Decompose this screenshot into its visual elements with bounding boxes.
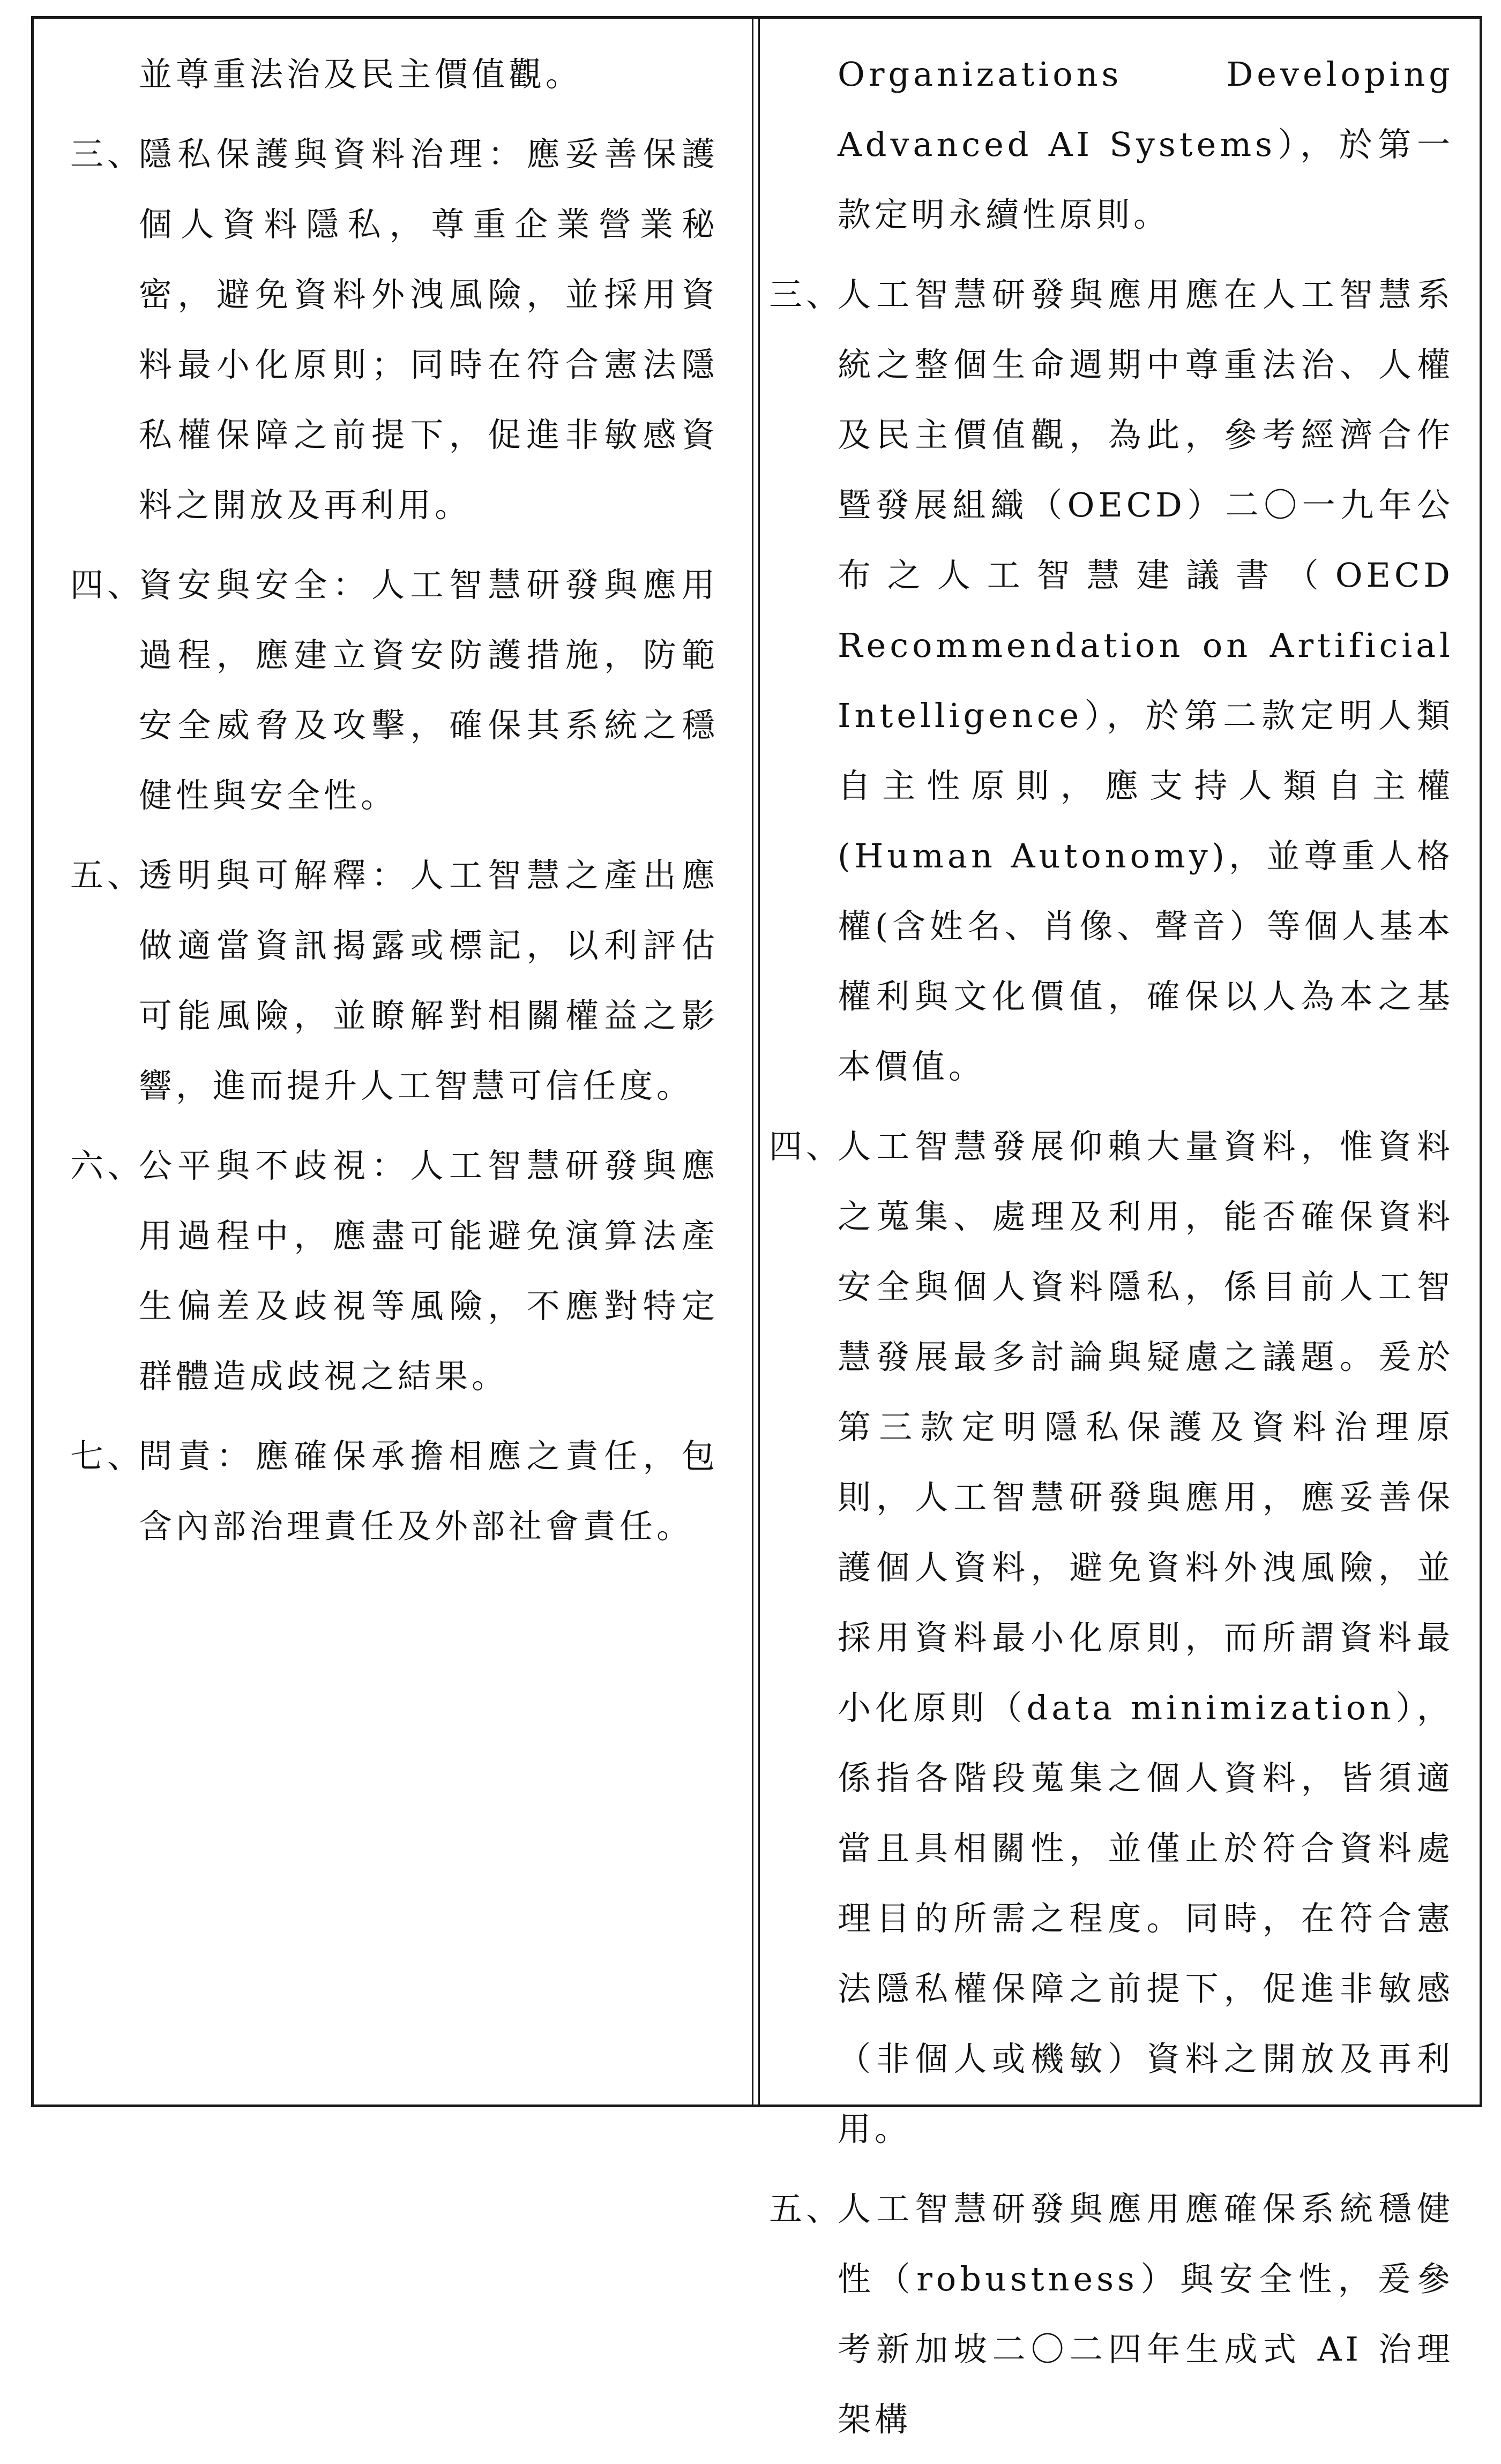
left-column [70, 39, 719, 1571]
left-item [70, 119, 719, 540]
item-number: 三、 [769, 275, 843, 314]
right-item [769, 39, 1454, 250]
left-item [70, 1421, 719, 1561]
item-text: 人工智慧發展仰賴大量資料，惟資料之蒐集、處理及利用，能否確保資料安全與個人資料隱私，係目前人工智慧發展最多討論與疑慮之議題。爰於第三款定明隱私保護及資料治理原則，人工智慧研發與應用，應妥善保護個人資料，避免資料外洩風險，並採用資料最小化原則，而所謂資料最小化原則（data minimization），係指各階段蒐集之個人資料，皆須適當且具相關性，並僅止於符合資料處理目的所需之程度。同時，在符合憲法隱私權保障之前提下，促進非敏感（非個人或機敏）資料之開放及再利用。 [838, 1127, 1454, 2148]
item-text: 透明與可解釋：人工智慧之產出應做適當資訊揭露或標記，以利評估可能風險，並瞭解對相關權益之影響，進而提升人工智慧可信任度。 [139, 856, 719, 1105]
right-item [769, 259, 1454, 1102]
document-page [31, 16, 1482, 2439]
left-item [70, 550, 719, 830]
left-item [70, 1130, 719, 1411]
column-divider-right [758, 19, 760, 2104]
item-text: 隱私保護與資料治理：應妥善保護個人資料隱私，尊重企業營業秘密，避免資料外洩風險，並採用資料最小化原則；同時在符合憲法隱私權保障之前提下，促進非敏感資料之開放及再利用。 [139, 134, 719, 525]
item-number: 六、 [70, 1146, 145, 1185]
right-item [769, 2174, 1454, 2454]
item-number: 四、 [70, 565, 145, 604]
item-number: 四、 [769, 1127, 843, 1166]
item-text: 並尊重法治及民主價值觀。 [139, 55, 583, 94]
item-text: 資安與安全：人工智慧研發與應用過程，應建立資安防護措施，防範安全威脅及攻擊，確保其系統之穩健性與安全性。 [139, 565, 719, 815]
item-number: 五、 [769, 2189, 843, 2228]
column-divider-left [752, 19, 753, 2104]
item-text: 問責：應確保承擔相應之責任，包含內部治理責任及外部社會責任。 [139, 1436, 719, 1546]
right-column [769, 39, 1454, 2464]
item-text: 人工智慧研發與應用應在人工智慧系統之整個生命週期中尊重法治、人權及民主價值觀，為此，參考經濟合作暨發展組織（OECD）二〇一九年公布之人工智慧建議書（OECD Recommendation on Artificial Intelligence），於第二款定明人類自主性原則，應支持人類自主權(Human Autonomy)，並尊重人格權(含姓名、肖像、聲音）等個人基本權利與文化價值，確保以人為本之基本價值。 [838, 275, 1454, 1086]
item-number: 五、 [70, 856, 145, 895]
left-item [70, 39, 719, 109]
item-text: 人工智慧研發與應用應確保系統穩健性（robustness）與安全性，爰參考新加坡二〇二四年生成式 AI 治理架構 [838, 2189, 1454, 2439]
item-number: 七、 [70, 1436, 145, 1476]
item-text: Organizations Developing Advanced AI Systems），於第一款定明永續性原則。 [838, 55, 1454, 234]
left-item [70, 840, 719, 1121]
right-item [769, 1111, 1454, 2164]
item-number: 三、 [70, 134, 145, 174]
item-text: 公平與不歧視：人工智慧研發與應用過程中，應盡可能避免演算法產生偏差及歧視等風險，不應對特定群體造成歧視之結果。 [139, 1146, 719, 1396]
